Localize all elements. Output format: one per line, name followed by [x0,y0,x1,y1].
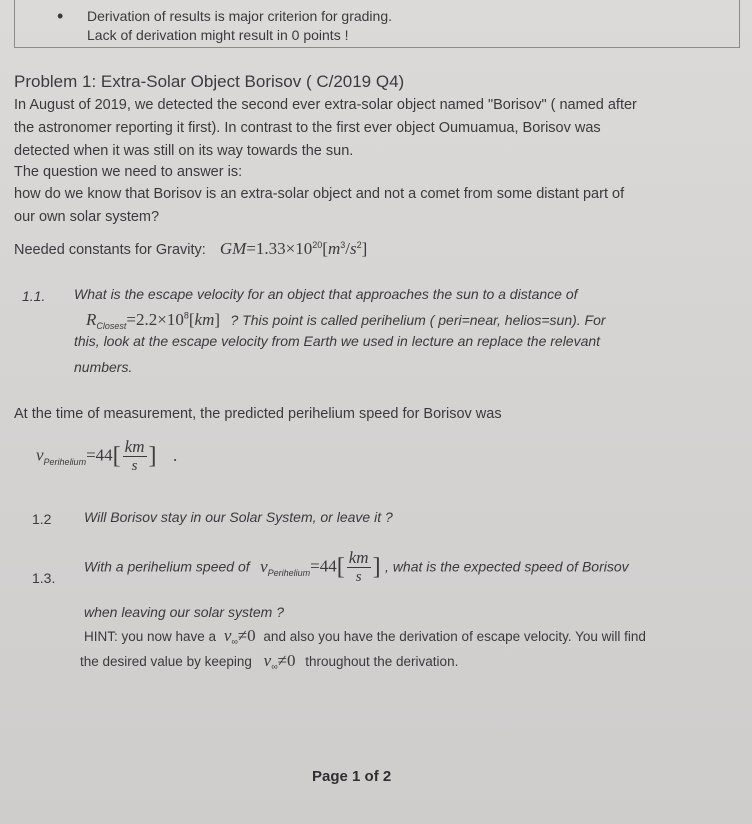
q1-3-v-symbol: v [260,556,268,576]
gm-unit-exp2: 2 [356,240,362,250]
q1-1-line-2-rest: ? This point is called perihelium ( peri=near, helios=sun). For [230,312,606,328]
q1-2-text: Will Borisov stay in our Solar System, or leave it ? [84,509,393,525]
q1-2-number: 1.2 [32,511,52,527]
constants-line: Needed constants for Gravity: $GM=1.33\times 10^{20}[m^3/s^2]$ [14,238,368,258]
hint-line-1 [84,626,646,647]
v-value: =44 [86,445,113,465]
problem-intro-line-3: detected when it was still on its way towards the sun. [14,143,354,159]
q1-3-line-2: when leaving our solar system ? [84,604,284,620]
problem-intro-line-5: how do we know that Borisov is an extra-solar object and not a comet from some distant part of [14,186,625,202]
problem-intro-line-1: In August of 2019, we detected the second ever extra-solar object named "Borisov" ( named after [14,97,637,113]
r-subscript: Closest [96,321,127,332]
speed-unit-fraction [123,438,147,475]
measurement-text: At the time of measurement, the predicted perihelium speed for Borisov was [14,406,502,422]
q1-1-line-3: this, look at the escape velocity from Earth we used in lecture an replace the relevant [74,333,601,349]
q1-1-line-2: $R_{Closest}=2.2\times 10^8[km]$ ? This point is called perihelium ( peri=near, helios=sun). For [86,310,606,332]
problem-intro-line-4: The question we need to answer is: [14,164,243,180]
problem-intro-line-6: our own solar system? [14,209,160,225]
r-exponent: 8 [183,310,189,321]
grading-notice-box [14,0,740,48]
hint-pre: HINT: you now have a [84,629,217,644]
q1-3-v-subscript: Perihelium [267,567,311,578]
gm-unit-exp3: 3 [340,240,346,250]
v-symbol: v [36,445,44,465]
q1-3-pre: With a perihelium speed of [84,558,250,575]
q1-1-line-4: numbers. [74,359,133,375]
r-unit: km [194,310,215,329]
notice-line-2: Lack of derivation might result in 0 points ! [87,27,349,43]
hint2-v-symbol: v [263,651,272,670]
hint-v-symbol: v [223,626,232,645]
hint-line-2 [80,651,458,672]
hint2-post: throughout the derivation. [305,654,459,669]
q1-1-line-1: What is the escape velocity for an object that approaches the sun to a distance of [74,286,578,302]
q1-3-unit-fraction [347,549,371,586]
gm-symbol: GM [219,238,247,258]
unit-denominator: s [131,458,138,474]
hint2-v-subscript: ∞ [271,661,278,672]
gm-value: =1.33×10 [246,238,313,258]
hint2-neq: ≠0 [277,651,296,670]
q1-3-post: , what is the expected speed of Borisov [385,558,629,575]
measurement-period: . [172,445,178,465]
q1-3-unit-denominator: s [355,569,362,585]
gm-exponent: 20 [312,240,323,250]
q1-3-line-1: With a perihelium speed of $v_{Perihelium}=44$[ $\frac{km}{s}$ ] , what is the expected speed of Borisov [84,548,629,585]
q1-1-number: 1.1. [22,288,46,304]
r-symbol: R [86,310,97,329]
hint2-pre: the desired value by keeping [80,654,252,669]
notice-bullet: • [57,6,64,26]
unit-numerator: km [124,437,145,456]
constants-label: Needed constants for Gravity: [14,241,206,258]
v-subscript: Perihelium [43,456,87,467]
notice-line-1: Derivation of results is major criterion for grading. [87,8,393,24]
problem-title: Problem 1: Extra-Solar Object Borisov ( C/2019 Q4) [14,72,405,91]
problem-intro-line-2: the astronomer reporting it first). In contrast to the first ever object Oumuamua, Borisov was [14,120,601,136]
gm-unit-m: m [327,238,341,258]
q1-3-v-value: =44 [310,556,337,576]
r-value: =2.2×10 [126,310,184,329]
hint-v-subscript: ∞ [231,636,238,647]
q1-3-unit-numerator: km [348,548,369,567]
perihelium-speed-expression: $v_{Perihelium}=44$[ $\frac{km}{s}$ ] . [36,437,178,474]
hint-neq: ≠0 [237,626,256,645]
page-number: Page 1 of 2 [312,768,392,785]
hint-post: and also you have the derivation of escape velocity. You will find [263,629,646,644]
gm-unit-s: s [349,238,357,258]
q1-3-number: 1.3. [32,570,56,586]
